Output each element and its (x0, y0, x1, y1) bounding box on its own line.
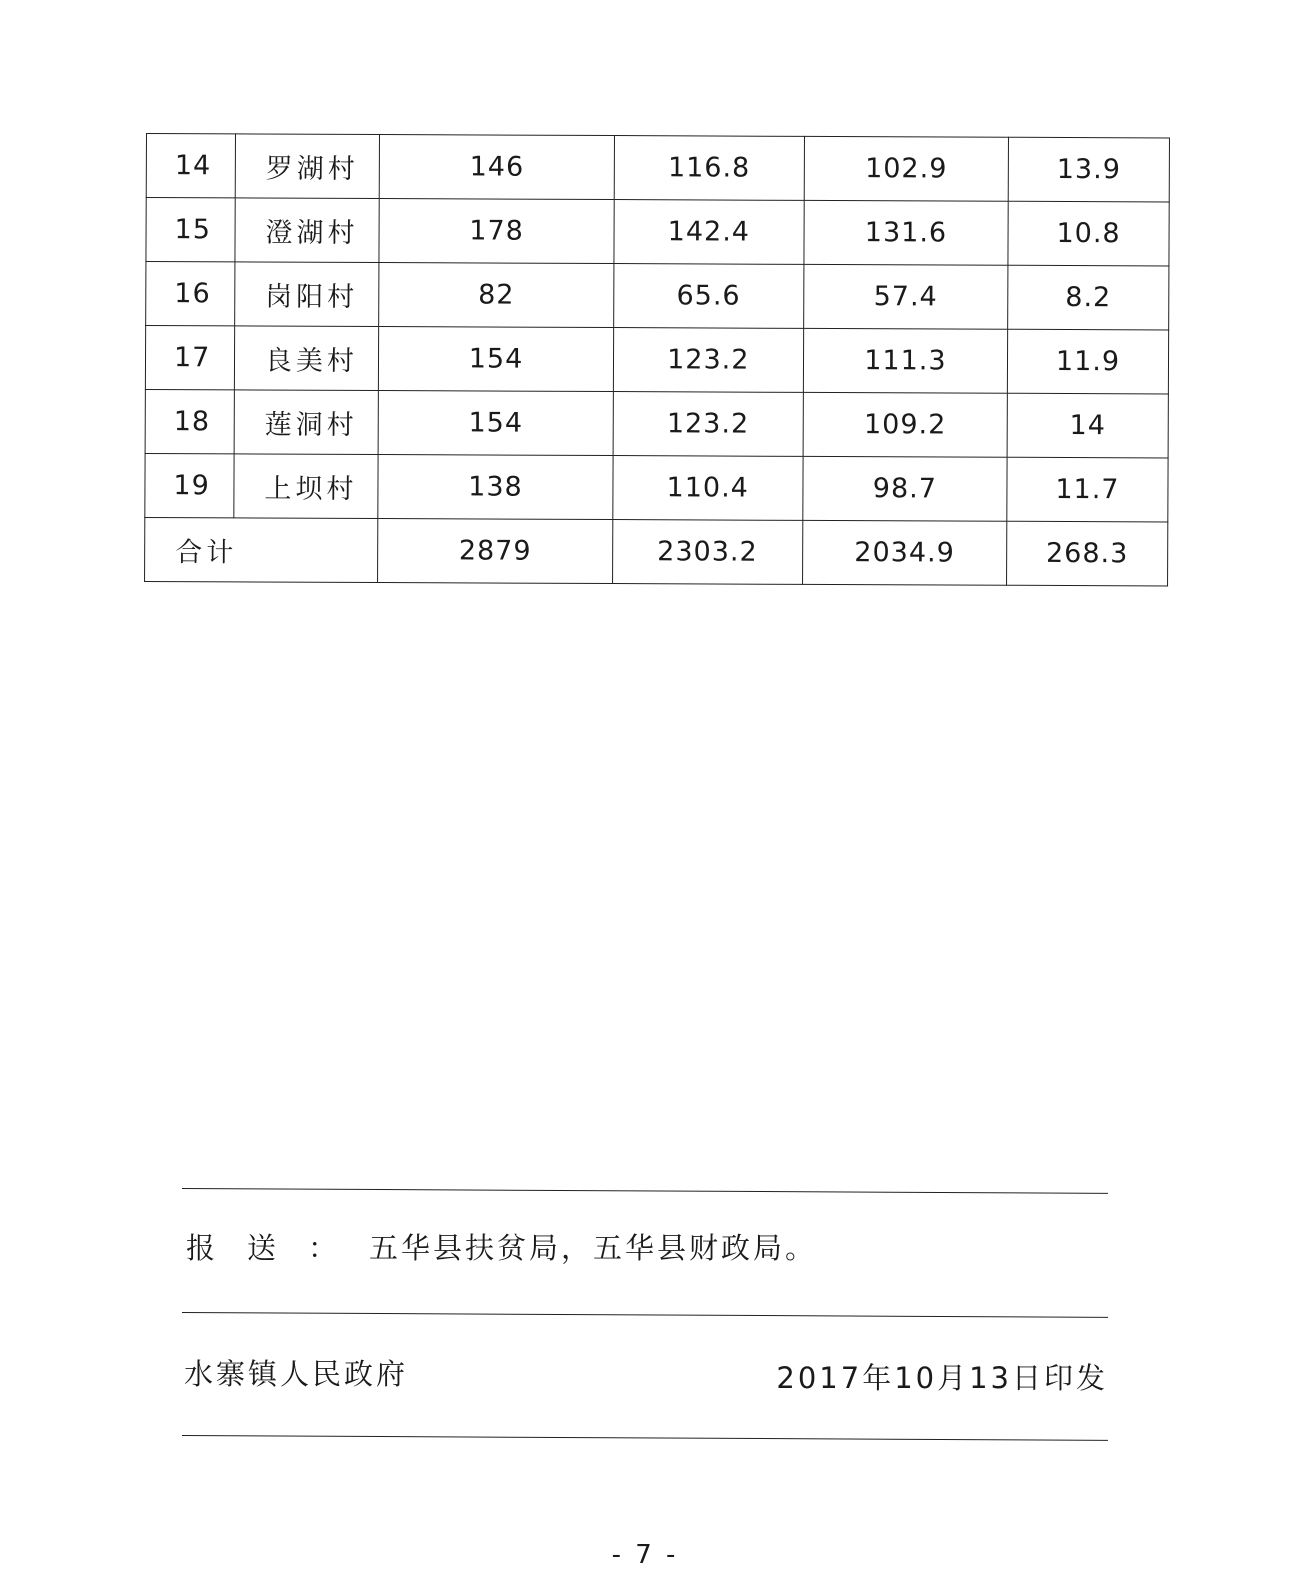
table-body (145, 134, 1170, 586)
total-b: 2303.2 (612, 520, 802, 585)
row-number: 16 (146, 262, 235, 326)
total-c: 2034.9 (802, 520, 1006, 585)
value-a: 82 (379, 263, 614, 328)
row-number: 19 (145, 453, 234, 517)
table-row (145, 326, 1168, 394)
value-b: 123.2 (613, 392, 803, 457)
table-row (146, 134, 1169, 202)
table-row (146, 262, 1169, 330)
total-a: 2879 (378, 519, 613, 584)
distribution-label: 报送： (186, 1231, 370, 1265)
value-d: 8.2 (1008, 265, 1169, 330)
footer-divider-bottom (182, 1435, 1108, 1441)
total-row (145, 517, 1168, 585)
value-b: 123.2 (613, 328, 803, 393)
table-row (146, 198, 1169, 266)
footer-divider-middle (182, 1312, 1108, 1318)
value-c: 57.4 (803, 264, 1007, 329)
page-number: - 7 - (611, 1540, 679, 1570)
village-name: 岗阳村 (234, 262, 379, 327)
total-label: 合计 (145, 517, 379, 582)
distribution-line (186, 1226, 817, 1267)
value-d: 10.8 (1008, 201, 1169, 266)
issuing-authority: 水寨镇人民政府 (184, 1357, 409, 1391)
value-c: 109.2 (803, 392, 1007, 457)
row-number: 14 (146, 134, 235, 198)
value-a: 146 (380, 135, 615, 200)
row-number: 18 (145, 389, 234, 453)
value-b: 110.4 (613, 456, 803, 521)
value-c: 102.9 (804, 136, 1008, 201)
value-d: 11.7 (1007, 457, 1168, 522)
distribution-recipients: 五华县扶贫局，五华县财政局。 (369, 1231, 818, 1265)
table-row (145, 453, 1168, 521)
row-number: 17 (145, 326, 234, 390)
village-name: 上坝村 (233, 454, 378, 519)
footer-divider-top (182, 1188, 1108, 1194)
village-name: 罗湖村 (235, 134, 380, 199)
value-a: 154 (379, 327, 614, 392)
value-a: 154 (378, 391, 613, 456)
value-c: 131.6 (804, 200, 1008, 265)
value-a: 178 (379, 199, 614, 264)
value-a: 138 (378, 455, 613, 520)
row-number: 15 (146, 198, 235, 262)
value-d: 14 (1007, 393, 1168, 458)
value-c: 111.3 (803, 328, 1007, 393)
value-d: 13.9 (1008, 137, 1169, 202)
value-b: 116.8 (614, 136, 804, 201)
village-name: 良美村 (234, 326, 379, 391)
village-funds-table (144, 133, 1170, 586)
value-d: 11.9 (1007, 329, 1168, 394)
village-name: 澄湖村 (234, 198, 379, 263)
table-row (145, 389, 1168, 457)
total-d: 268.3 (1007, 521, 1168, 586)
value-c: 98.7 (803, 456, 1007, 521)
value-b: 65.6 (613, 264, 803, 329)
issue-date: 2017年10月13日印发 (776, 1361, 1108, 1395)
village-name: 莲洞村 (234, 390, 379, 455)
value-b: 142.4 (614, 200, 804, 265)
